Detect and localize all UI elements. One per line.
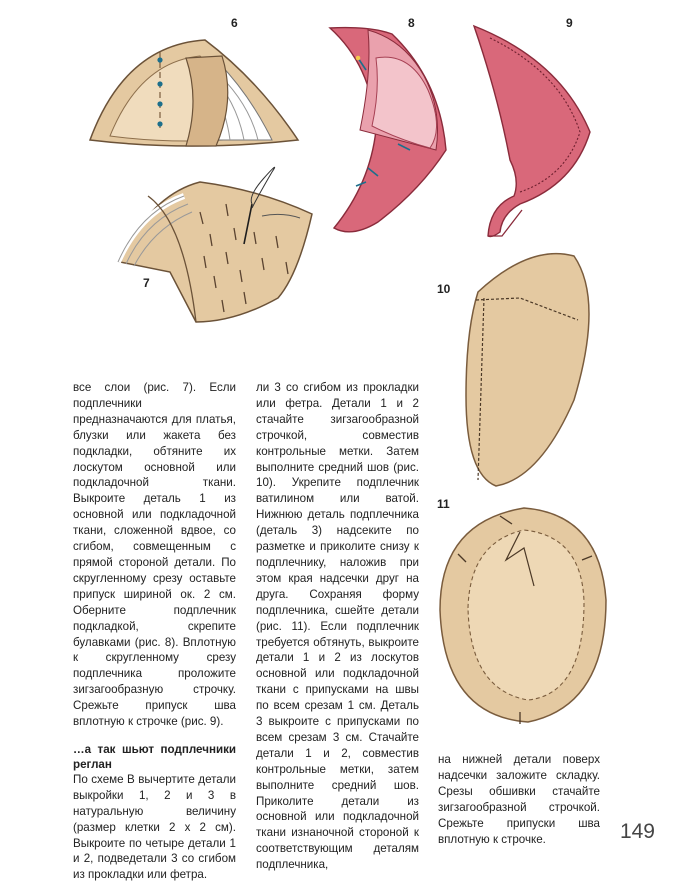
figure-6-label: 6 xyxy=(231,16,238,30)
figure-8-illustration xyxy=(330,28,446,232)
figure-9-illustration xyxy=(474,26,590,237)
figure-7-label: 7 xyxy=(143,276,150,290)
page-number: 149 xyxy=(619,820,655,843)
figure-11-illustration xyxy=(440,508,606,724)
figure-6-illustration xyxy=(90,40,298,146)
text-column-3 xyxy=(438,752,600,847)
figure-11-label: 11 xyxy=(437,497,450,511)
figure-10-illustration xyxy=(466,254,589,486)
paragraph: По схеме В вычертите детали выкройки 1, 2 и 3 в натуральную величину (размер клетки 2 х 2 см). Выкроите по четыре детали 1 и 2, подведетали 3 со сгибом из прокладки или фетра. xyxy=(73,772,236,882)
section-heading: …а так шьют подплечники реглан xyxy=(73,742,236,771)
figure-9-label: 9 xyxy=(566,16,573,30)
paragraph: на нижней детали поверх надсечки заложите складку. Срезы обшивки стачайте зигзагообразной строчкой. Срежьте припуски шва вплотную к строчке. xyxy=(438,753,600,846)
figure-7-illustration xyxy=(118,167,312,322)
paragraph: ли 3 со сгибом из прокладки или фетра. Детали 1 и 2 стачайте зигзагообразной строчкой, совместив контрольные метки. Затем выполните средний шов (рис. 10). Укрепите подплечник ватилином или ватой. Нижнюю деталь подплечника (деталь 3) надсеките по разметке и приколите снизу к подплечнику, наложив при этом края надсечки друг на друга. Сохраняя форму подплечника, сшейте детали (рис. 11). Если подплечник требуется обтянуть, выкроите детали 1 и 2 из лоскутов основной или подкладочной ткани с припусками на швы по всем срезам 1 см. Деталь 3 выкроите с припусками по всем срезам 3 см. Стачайте детали 1 и 2, совместив контрольные метки, затем выполните средний шов. Приколите детали из основной или подкладочной ткани изнаночной стороной к соответствующим деталям подплечника, xyxy=(256,381,419,872)
paragraph: все слои (рис. 7). Если подплечники предназначаются для платья, блузки или жакета без подкладки, обтяните их лоскутом основной или подкладочной ткани. Выкроите деталь 1 из основной или подкладочной ткани, сложенной вдвое, со сгибом, совмещенным с прямой стороной детали. По скругленному срезу оставьте припуск шириной ок. 2 см. Оберните подплечник подкладкой, скрепите булавками (рис. 8). Вплотную к скругленному срезу подплечника проложите зигзагообразную строчку. Срежьте припуск шва вплотную к строчке (рис. 9). xyxy=(73,381,236,729)
figure-10-label: 10 xyxy=(437,282,451,296)
text-column-1 xyxy=(73,380,236,883)
text-column-2 xyxy=(256,380,419,873)
figure-8-label: 8 xyxy=(408,16,415,30)
